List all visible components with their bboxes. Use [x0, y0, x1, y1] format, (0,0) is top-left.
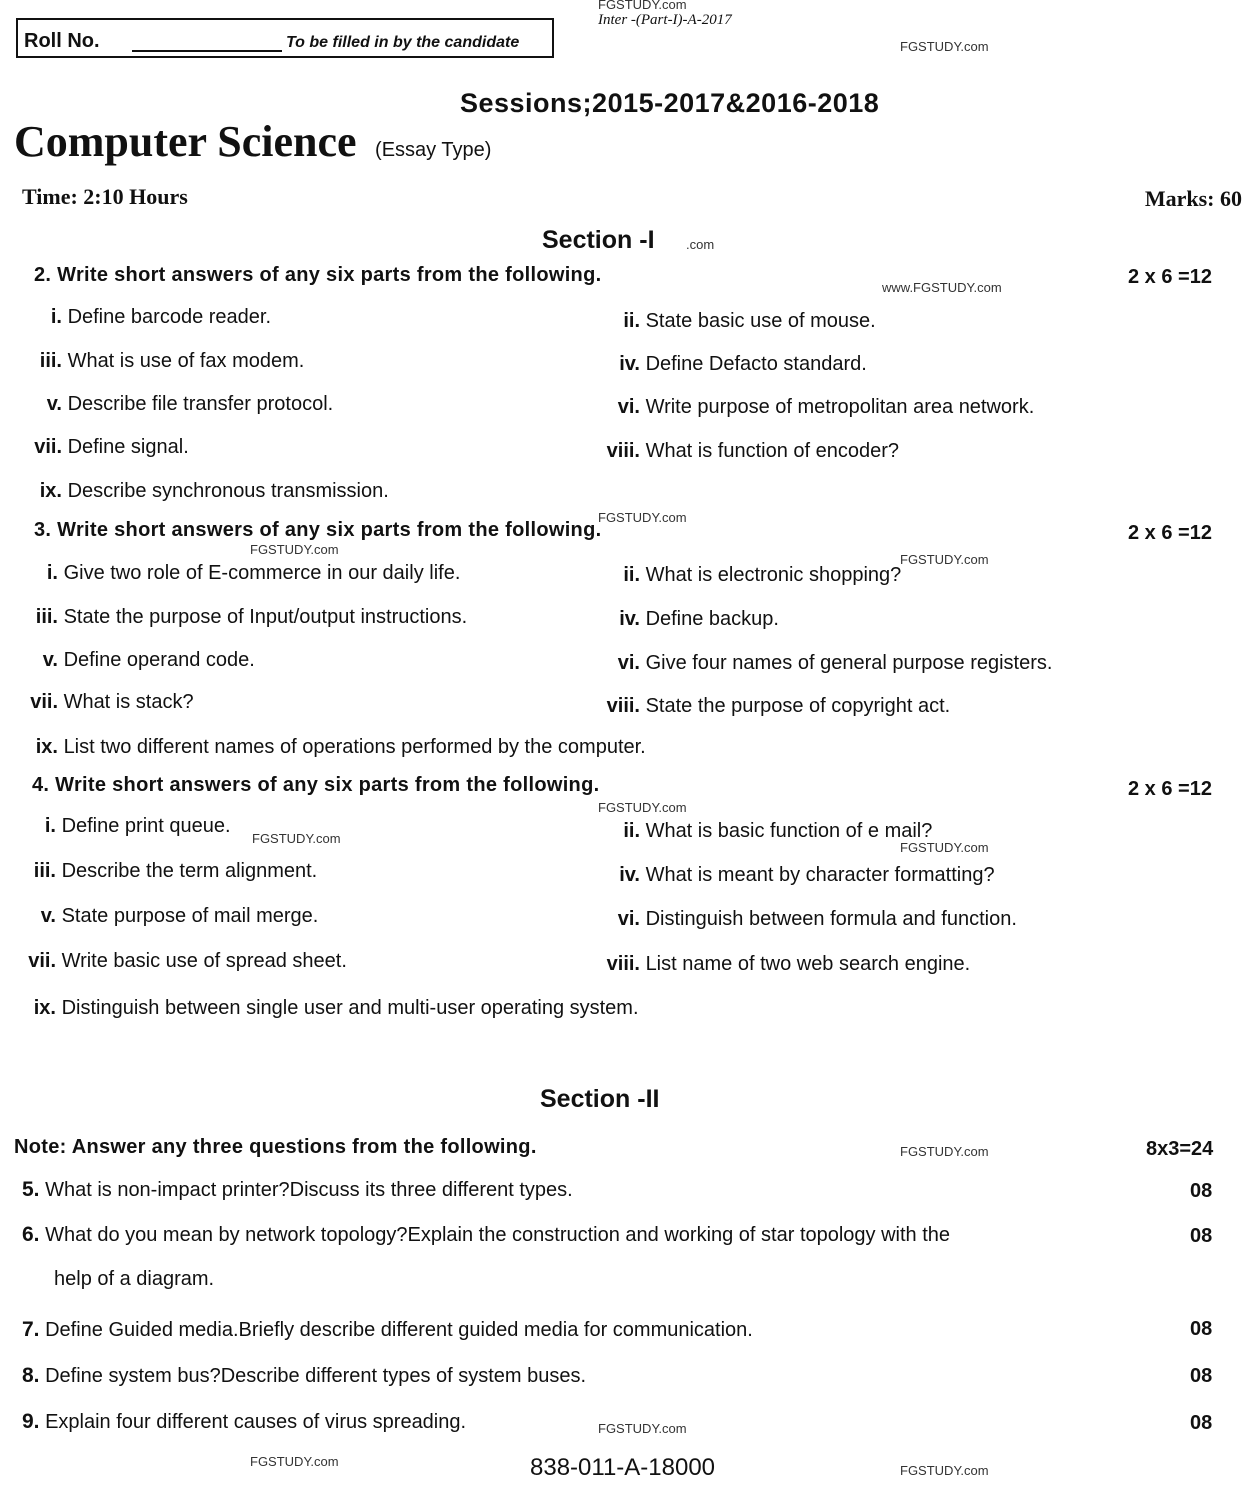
q2-part-iii: iii. What is use of fax modem.: [39, 350, 305, 372]
question-4-marks: 2 x 6 =12: [1128, 778, 1212, 800]
q4-part-i: i. Define print queue.: [44, 815, 231, 837]
q3-part-ii: ii. What is electronic shopping?: [623, 564, 902, 586]
watermark: FGSTUDY.com: [598, 1421, 687, 1436]
watermark: FGSTUDY.com: [598, 800, 687, 815]
question-7: 7. Define Guided media.Briefly describe different guided media for communication.: [22, 1318, 753, 1341]
subject-title: [14, 116, 491, 167]
paper-reference: Inter -(Part-I)-A-2017: [598, 12, 732, 28]
subject-name: Computer Science: [14, 117, 357, 166]
sessions-heading: Sessions;2015-2017&2016-2018: [460, 88, 880, 118]
q2-part-iv: iv. Define Defacto standard.: [619, 353, 867, 375]
q4-part-v: v. State purpose of mail merge.: [40, 905, 319, 927]
question-6: 6. What do you mean by network topology?Explain the construction and working of star topology with the: [22, 1223, 951, 1246]
question-5-marks: 08: [1190, 1180, 1213, 1202]
q3-part-i: i. Give two role of E-commerce in our daily life.: [46, 562, 461, 584]
q4-part-vi: vi. Distinguish between formula and function.: [617, 908, 1017, 930]
watermark: FGSTUDY.com: [598, 510, 687, 525]
q2-part-v: v. Describe file transfer protocol.: [46, 393, 334, 415]
q2-part-vi: vi. Write purpose of metropolitan area network.: [617, 396, 1035, 418]
question-2-marks: 2 x 6 =12: [1128, 266, 1212, 288]
q3-part-vi: vi. Give four names of general purpose registers.: [617, 652, 1053, 674]
roll-number-field[interactable]: [132, 50, 282, 52]
q2-part-i: i. Define barcode reader.: [50, 306, 272, 328]
watermark: FGSTUDY.com: [250, 542, 339, 557]
watermark: FGSTUDY.com: [900, 840, 989, 855]
watermark: FGSTUDY.com: [900, 1144, 989, 1159]
question-2-heading: 2. Write short answers of any six parts from the following.: [34, 264, 602, 286]
q2-part-viii: viii. What is function of encoder?: [606, 440, 900, 462]
q4-part-iii: iii. Describe the term alignment.: [33, 860, 318, 882]
watermark: FGSTUDY.com: [900, 39, 989, 54]
q3-part-vii: vii. What is stack?: [30, 691, 194, 713]
question-3-marks: 2 x 6 =12: [1128, 522, 1212, 544]
question-3-heading: 3. Write short answers of any six parts from the following.: [34, 519, 602, 541]
total-marks: Marks: 60: [1144, 186, 1242, 211]
q2-part-ii: ii. State basic use of mouse.: [623, 310, 876, 332]
watermark: .com: [686, 237, 715, 252]
question-8-marks: 08: [1190, 1365, 1213, 1387]
watermark: FGSTUDY.com: [598, 0, 687, 12]
section-2-note: Note: Answer any three questions from the following.: [14, 1136, 537, 1158]
watermark: www.FGSTUDY.com: [882, 280, 1002, 295]
paper-code: 838-011-A-18000: [530, 1454, 716, 1481]
q3-part-ix: ix. List two different names of operations performed by the computer.: [35, 736, 646, 758]
q2-part-ix: ix. Describe synchronous transmission.: [39, 480, 389, 502]
question-4-heading: 4. Write short answers of any six parts from the following.: [32, 774, 600, 796]
q4-part-viii: viii. List name of two web search engine.: [606, 953, 971, 975]
q2-part-vii: vii. Define signal.: [34, 436, 189, 458]
question-8: 8. Define system bus?Describe different types of system buses.: [22, 1364, 587, 1387]
time-allowed: Time: 2:10 Hours: [22, 184, 188, 209]
q4-part-ii: ii. What is basic function of e mail?: [623, 820, 933, 842]
watermark: FGSTUDY.com: [900, 552, 989, 567]
question-9-marks: 08: [1190, 1412, 1213, 1434]
watermark: FGSTUDY.com: [250, 1454, 339, 1469]
q3-part-iii: iii. State the purpose of Input/output instructions.: [35, 606, 468, 628]
q4-part-vii: vii. Write basic use of spread sheet.: [28, 950, 347, 972]
q4-part-ix: ix. Distinguish between single user and multi-user operating system.: [33, 997, 639, 1019]
question-5: 5. What is non-impact printer?Discuss its three different types.: [22, 1178, 573, 1201]
section-2-marks: 8x3=24: [1146, 1138, 1214, 1160]
section-2-title: Section -II: [540, 1085, 660, 1113]
question-7-marks: 08: [1190, 1318, 1213, 1340]
watermark: FGSTUDY.com: [900, 1463, 989, 1478]
q3-part-iv: iv. Define backup.: [619, 608, 779, 630]
watermark: FGSTUDY.com: [252, 831, 341, 846]
question-6-continued: help of a diagram.: [54, 1268, 215, 1290]
section-1-title: Section -I: [542, 226, 655, 254]
paper-type: (Essay Type): [375, 139, 492, 161]
q4-part-iv: iv. What is meant by character formatting?: [619, 864, 995, 886]
q3-part-v: v. Define operand code.: [42, 649, 255, 671]
roll-number-note: To be filled in by the candidate: [286, 34, 520, 51]
question-6-marks: 08: [1190, 1225, 1213, 1247]
question-9: 9. Explain four different causes of virus spreading.: [22, 1410, 467, 1433]
q3-part-viii: viii. State the purpose of copyright act.: [606, 695, 951, 717]
roll-number-label: Roll No.: [24, 30, 100, 52]
roll-number-box: [16, 18, 554, 58]
